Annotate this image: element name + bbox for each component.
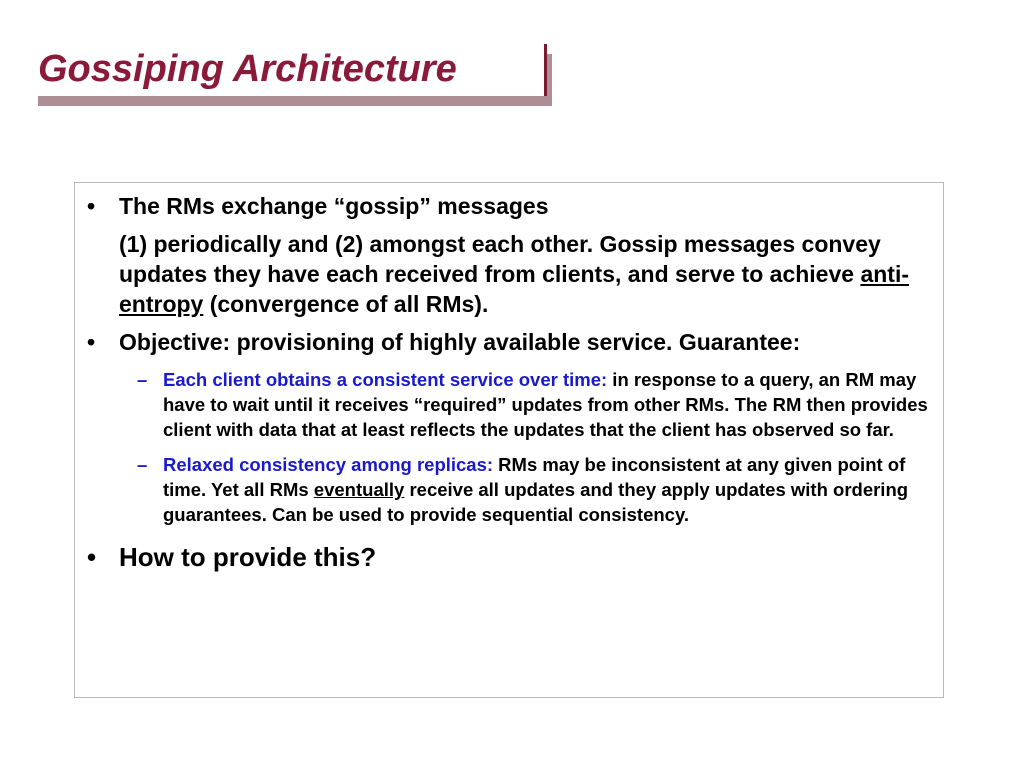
bullet-text: Objective: provisioning of highly available service. Guarantee: <box>119 329 801 355</box>
bullet-item-question <box>87 541 929 573</box>
sub-item-tail: receive all updates and they apply updates with ordering guarantees. Can be used to provide sequential consistency. <box>163 479 909 525</box>
eventually-term: eventually <box>313 479 405 500</box>
sub-item-lead: Each client obtains a consistent service over time: <box>163 369 608 390</box>
bullet-marker: • <box>87 329 96 355</box>
bullet-marker: • <box>87 542 97 572</box>
gossip-description-tail: (convergence of all RMs). <box>203 291 489 317</box>
sub-item-lead: Relaxed consistency among replicas: <box>163 454 494 475</box>
sub-item-relaxed-consistency <box>87 452 929 527</box>
bullet-text: How to provide this? <box>119 542 377 572</box>
sub-item-consistent-service <box>87 367 929 442</box>
bullet-item-gossip <box>87 191 929 221</box>
bullet-list <box>87 191 929 573</box>
title-box <box>30 44 547 96</box>
slide-title: Gossiping Architecture <box>38 48 457 90</box>
anti-entropy-term: anti-entropy <box>119 261 909 317</box>
gossip-description <box>87 229 929 319</box>
bullet-item-objective <box>87 327 929 357</box>
content-box <box>74 182 944 698</box>
title-block <box>30 44 550 104</box>
gossip-description-text: (1) periodically and (2) amongst each other. Gossip messages convey updates they have each received from clients, and serve to achieve <box>119 231 881 287</box>
bullet-text: The RMs exchange “gossip” messages <box>119 193 549 219</box>
bullet-marker: • <box>87 193 96 219</box>
sub-item-text: RMs may be inconsistent at any given point of time. Yet all RMs <box>163 454 906 500</box>
dash-marker: – <box>137 369 148 390</box>
sub-item-text: in response to a query, an RM may have to wait until it receives “required” updates from other RMs. The RM then provides client with data that at least reflects the updates that the client has observed so far. <box>163 369 928 440</box>
dash-marker: – <box>137 454 148 475</box>
